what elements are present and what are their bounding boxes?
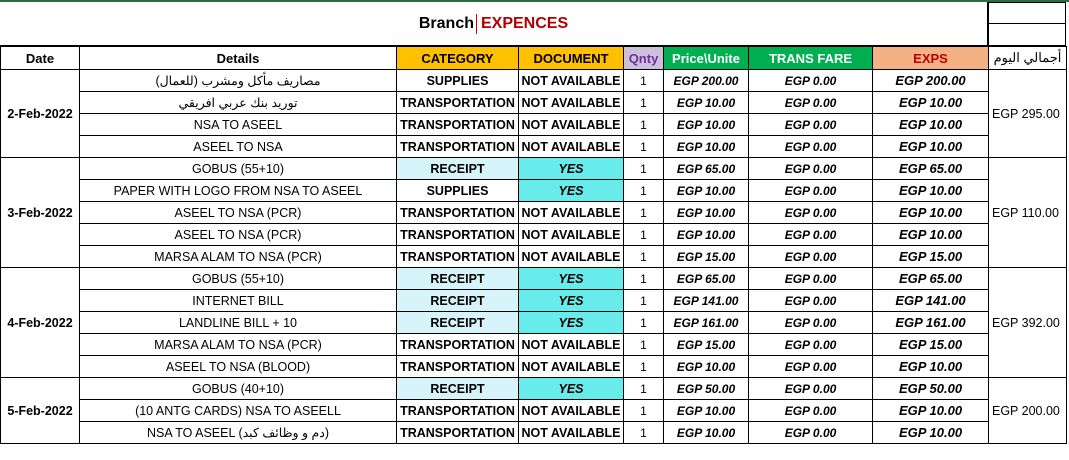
exps-cell[interactable]: EGP 10.00 [873, 422, 989, 444]
exps-cell[interactable]: EGP 161.00 [873, 312, 989, 334]
document-cell[interactable]: NOT AVAILABLE [519, 334, 624, 356]
category-cell[interactable]: TRANSPORTATION [397, 400, 519, 422]
qty-cell[interactable]: 1 [624, 356, 664, 378]
qty-cell[interactable]: 1 [624, 400, 664, 422]
category-cell[interactable]: RECEIPT [397, 312, 519, 334]
trans-fare-cell[interactable]: EGP 0.00 [749, 70, 873, 92]
table-row [1, 224, 1067, 246]
qty-cell[interactable]: 1 [624, 290, 664, 312]
header-date[interactable]: Date [1, 47, 80, 70]
qty-cell[interactable]: 1 [624, 378, 664, 400]
exps-cell[interactable]: EGP 65.00 [873, 158, 989, 180]
table-row [1, 114, 1067, 136]
date-cell[interactable]: 4-Feb-2022 [1, 268, 80, 378]
qty-cell[interactable]: 1 [624, 268, 664, 290]
table-row [1, 400, 1067, 422]
details-cell[interactable]: GOBUS (40+10) [80, 378, 397, 400]
details-cell[interactable]: MARSA ALAM TO NSA (PCR) [80, 334, 397, 356]
category-cell[interactable]: SUPPLIES [397, 180, 519, 202]
exps-cell[interactable]: EGP 10.00 [873, 180, 989, 202]
table-row [1, 246, 1067, 268]
price-cell[interactable]: EGP 10.00 [664, 180, 749, 202]
category-cell[interactable]: TRANSPORTATION [397, 356, 519, 378]
category-cell[interactable]: RECEIPT [397, 378, 519, 400]
exps-cell[interactable]: EGP 10.00 [873, 224, 989, 246]
qty-cell[interactable]: 1 [624, 158, 664, 180]
table-row [1, 422, 1067, 444]
exps-cell[interactable]: EGP 50.00 [873, 378, 989, 400]
price-cell[interactable]: EGP 200.00 [664, 70, 749, 92]
exps-cell[interactable]: EGP 141.00 [873, 290, 989, 312]
daily-total-cell[interactable]: EGP 295.00 [989, 70, 1067, 158]
trans-fare-cell[interactable]: EGP 0.00 [749, 92, 873, 114]
document-cell[interactable]: YES [519, 158, 624, 180]
qty-cell[interactable]: 1 [624, 136, 664, 158]
date-cell[interactable]: 3-Feb-2022 [1, 158, 80, 268]
daily-total-cell[interactable]: EGP 200.00 [989, 378, 1067, 444]
expenses-table [0, 46, 1067, 444]
date-cell[interactable]: 5-Feb-2022 [1, 378, 80, 444]
trans-fare-cell[interactable]: EGP 0.00 [749, 158, 873, 180]
table-row [1, 180, 1067, 202]
trans-fare-cell[interactable]: EGP 0.00 [749, 224, 873, 246]
date-cell[interactable]: 2-Feb-2022 [1, 70, 80, 158]
category-cell[interactable]: TRANSPORTATION [397, 92, 519, 114]
trans-fare-cell[interactable]: EGP 0.00 [749, 114, 873, 136]
details-cell[interactable]: ASEEL TO NSA (PCR) [80, 224, 397, 246]
document-cell[interactable]: NOT AVAILABLE [519, 202, 624, 224]
header-trans-fare[interactable]: TRANS FARE [749, 47, 873, 70]
price-cell[interactable]: EGP 65.00 [664, 268, 749, 290]
price-cell[interactable]: EGP 10.00 [664, 400, 749, 422]
daily-total-cell[interactable]: EGP 392.00 [989, 268, 1067, 378]
price-cell[interactable]: EGP 161.00 [664, 312, 749, 334]
table-row [1, 202, 1067, 224]
header-price[interactable]: Price\Unite [664, 47, 749, 70]
title-branch: Branch [418, 14, 474, 32]
exps-cell[interactable]: EGP 10.00 [873, 356, 989, 378]
details-cell[interactable]: ASEEL TO NSA (PCR) [80, 202, 397, 224]
header-qty[interactable]: Qnty [624, 47, 664, 70]
table-row [1, 92, 1067, 114]
trans-fare-cell[interactable]: EGP 0.00 [749, 356, 873, 378]
category-cell[interactable]: TRANSPORTATION [397, 202, 519, 224]
trans-fare-cell[interactable]: EGP 0.00 [749, 202, 873, 224]
exps-cell[interactable]: EGP 10.00 [873, 136, 989, 158]
details-cell[interactable]: ASEEL TO NSA (BLOOD) [80, 356, 397, 378]
price-cell[interactable]: EGP 10.00 [664, 92, 749, 114]
table-row [1, 334, 1067, 356]
category-cell[interactable]: RECEIPT [397, 290, 519, 312]
empty-cell[interactable] [988, 2, 1066, 24]
table-row [1, 136, 1067, 158]
header-daily-total[interactable]: أجمالي اليوم [989, 47, 1067, 70]
document-cell[interactable]: NOT AVAILABLE [519, 400, 624, 422]
details-cell[interactable]: توريد بنك عربي افريقي [80, 92, 397, 114]
document-cell[interactable]: YES [519, 268, 624, 290]
details-cell[interactable]: LANDLINE BILL + 10 [80, 312, 397, 334]
category-cell[interactable]: TRANSPORTATION [397, 422, 519, 444]
exps-cell[interactable]: EGP 10.00 [873, 92, 989, 114]
exps-cell[interactable]: EGP 200.00 [873, 70, 989, 92]
exps-cell[interactable]: EGP 65.00 [873, 268, 989, 290]
details-cell[interactable]: (10 ANTG CARDS) NSA TO ASEELL [80, 400, 397, 422]
table-row [1, 378, 1067, 400]
price-cell[interactable]: EGP 15.00 [664, 246, 749, 268]
category-cell[interactable]: TRANSPORTATION [397, 114, 519, 136]
document-cell[interactable]: NOT AVAILABLE [519, 246, 624, 268]
trans-fare-cell[interactable]: EGP 0.00 [749, 180, 873, 202]
document-cell[interactable]: NOT AVAILABLE [519, 114, 624, 136]
category-cell[interactable]: SUPPLIES [397, 70, 519, 92]
exps-cell[interactable]: EGP 10.00 [873, 400, 989, 422]
table-row [1, 312, 1067, 334]
trans-fare-cell[interactable]: EGP 0.00 [749, 136, 873, 158]
qty-cell[interactable]: 1 [624, 114, 664, 136]
category-cell[interactable]: TRANSPORTATION [397, 334, 519, 356]
exps-cell[interactable]: EGP 10.00 [873, 114, 989, 136]
exps-cell[interactable]: EGP 15.00 [873, 246, 989, 268]
header-row [1, 47, 1067, 70]
details-cell[interactable]: NSA TO ASEEL (دم و وظائف كبد) [80, 422, 397, 444]
table-row [1, 158, 1067, 180]
document-cell[interactable]: NOT AVAILABLE [519, 356, 624, 378]
price-cell[interactable]: EGP 10.00 [664, 114, 749, 136]
details-cell[interactable]: ASEEL TO NSA [80, 136, 397, 158]
document-cell[interactable]: YES [519, 180, 624, 202]
sheet-title-cell[interactable] [0, 2, 988, 46]
daily-total-cell[interactable]: EGP 110.00 [989, 158, 1067, 268]
price-cell[interactable]: EGP 50.00 [664, 378, 749, 400]
table-row [1, 290, 1067, 312]
header-details[interactable]: Details [80, 47, 397, 70]
trans-fare-cell[interactable]: EGP 0.00 [749, 246, 873, 268]
trans-fare-cell[interactable]: EGP 0.00 [749, 400, 873, 422]
details-cell[interactable]: GOBUS (55+10) [80, 158, 397, 180]
category-cell[interactable]: RECEIPT [397, 158, 519, 180]
details-cell[interactable]: GOBUS (55+10) [80, 268, 397, 290]
title-expences: EXPENCES [480, 14, 569, 32]
qty-cell[interactable]: 1 [624, 224, 664, 246]
category-cell[interactable]: TRANSPORTATION [397, 136, 519, 158]
details-cell[interactable]: INTERNET BILL [80, 290, 397, 312]
trans-fare-cell[interactable]: EGP 0.00 [749, 312, 873, 334]
qty-cell[interactable]: 1 [624, 180, 664, 202]
price-cell[interactable]: EGP 141.00 [664, 290, 749, 312]
document-cell[interactable]: YES [519, 290, 624, 312]
qty-cell[interactable]: 1 [624, 312, 664, 334]
price-cell[interactable]: EGP 10.00 [664, 202, 749, 224]
details-cell[interactable]: مصاريف مأكل ومشرب (للعمال) [80, 70, 397, 92]
qty-cell[interactable]: 1 [624, 334, 664, 356]
price-cell[interactable]: EGP 10.00 [664, 136, 749, 158]
document-cell[interactable]: NOT AVAILABLE [519, 422, 624, 444]
document-cell[interactable]: YES [519, 312, 624, 334]
trans-fare-cell[interactable]: EGP 0.00 [749, 268, 873, 290]
category-cell[interactable]: TRANSPORTATION [397, 246, 519, 268]
price-cell[interactable]: EGP 10.00 [664, 224, 749, 246]
table-row [1, 268, 1067, 290]
trans-fare-cell[interactable]: EGP 0.00 [749, 290, 873, 312]
document-cell[interactable]: NOT AVAILABLE [519, 70, 624, 92]
header-category[interactable]: CATEGORY [397, 47, 519, 70]
details-cell[interactable]: NSA TO ASEEL [80, 114, 397, 136]
document-cell[interactable]: NOT AVAILABLE [519, 92, 624, 114]
exps-cell[interactable]: EGP 10.00 [873, 202, 989, 224]
document-cell[interactable]: NOT AVAILABLE [519, 224, 624, 246]
details-cell[interactable]: PAPER WITH LOGO FROM NSA TO ASEEL [80, 180, 397, 202]
header-exps[interactable]: EXPS [873, 47, 989, 70]
details-cell[interactable]: MARSA ALAM TO NSA (PCR) [80, 246, 397, 268]
empty-cell[interactable] [988, 23, 1066, 46]
qty-cell[interactable]: 1 [624, 202, 664, 224]
trans-fare-cell[interactable]: EGP 0.00 [749, 378, 873, 400]
price-cell[interactable]: EGP 10.00 [664, 422, 749, 444]
price-cell[interactable]: EGP 65.00 [664, 158, 749, 180]
price-cell[interactable]: EGP 15.00 [664, 334, 749, 356]
trans-fare-cell[interactable]: EGP 0.00 [749, 334, 873, 356]
qty-cell[interactable]: 1 [624, 422, 664, 444]
category-cell[interactable]: TRANSPORTATION [397, 224, 519, 246]
trans-fare-cell[interactable]: EGP 0.00 [749, 422, 873, 444]
exps-cell[interactable]: EGP 15.00 [873, 334, 989, 356]
qty-cell[interactable]: 1 [624, 70, 664, 92]
qty-cell[interactable]: 1 [624, 92, 664, 114]
category-cell[interactable]: RECEIPT [397, 268, 519, 290]
document-cell[interactable]: NOT AVAILABLE [519, 136, 624, 158]
header-document[interactable]: DOCUMENT [519, 47, 624, 70]
table-row [1, 356, 1067, 378]
text-cursor [476, 14, 477, 34]
document-cell[interactable]: YES [519, 378, 624, 400]
price-cell[interactable]: EGP 10.00 [664, 356, 749, 378]
qty-cell[interactable]: 1 [624, 246, 664, 268]
table-row [1, 70, 1067, 92]
